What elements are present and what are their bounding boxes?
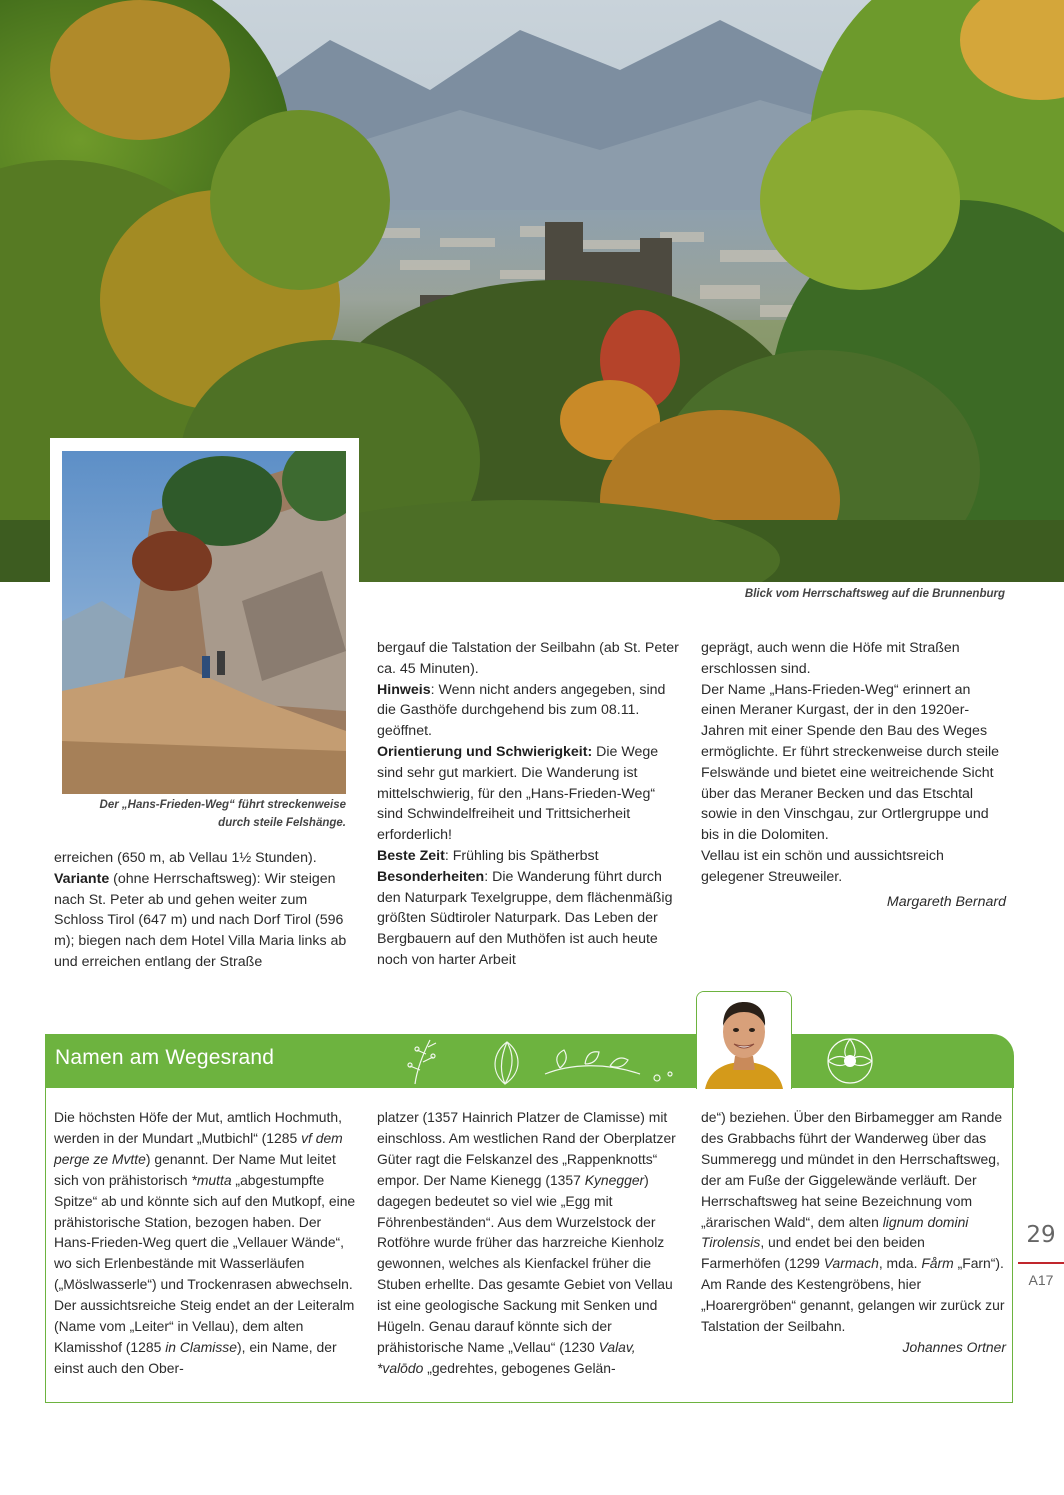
box-column-2 — [377, 1107, 682, 1379]
italic-term: Kynegger — [584, 1171, 645, 1188]
text-run: platzer (1357 Hainrich Platzer de Clamisse) mit einschloss. Am westlichen Rand der Oberplatzer Güter ragt die Felskanzel des „Rappenknotts“ empor. Der Name Kienegg (1357 — [377, 1109, 676, 1188]
text-run: de“) beziehen. Über den Birbamegger am Rande des Grabbachs führt der Wanderweg über das Summeregg und mündet in den Herrschaftsweg, der am Fuße der Giggelewände verläuft. Der Herrschaftsweg hat seine Bezeichnung vom „ärarischen Wald“, dem alten — [701, 1109, 1003, 1230]
variante-label: Variante — [54, 870, 110, 887]
italic-term: *mutta — [191, 1171, 232, 1188]
beste-zeit-label: Beste Zeit — [377, 847, 445, 864]
text-run: „Farn“). Am Rande des Kestengröbens, hier „Hoarergröben“ genannt, gelangen wir zurück zur Talstation der Seilbahn. — [701, 1255, 1005, 1335]
variante-text: (ohne Herrschaftsweg): Wir steigen nach St. Peter ab und gehen weiter zum Schloss Tirol (647 m) und nach Dorf Tirol (596 m); biegen nach dem Hotel Villa Maria links ab und erreichen entlang der Straße — [54, 870, 347, 970]
column1-variante — [54, 869, 359, 973]
text-run: Die höchsten Höfe der Mut, amtlich Hochmuth, werden in der Mundart „Mutbichl“ (1285 — [54, 1109, 342, 1146]
hinweis-paragraph — [377, 680, 683, 742]
article-column-3 — [701, 638, 1006, 912]
italic-term: lignum domini Tirolensis — [701, 1213, 969, 1251]
text-run: , und endet bei den beiden Farmerhöfen (1299 — [701, 1234, 925, 1272]
orientierung-paragraph — [377, 742, 683, 846]
orientierung-label: Orientierung und Schwierigkeit: — [377, 743, 593, 760]
article-author: Margareth Bernard — [886, 893, 1006, 910]
text-run: „gedrehtes, gebogenes Gelän- — [423, 1359, 616, 1376]
italic-term: Valav, *valōdo — [377, 1338, 636, 1376]
page-number-divider — [1018, 1262, 1064, 1264]
column2-intro: bergauf die Talstation der Seilbahn (ab St. Peter ca. 45 Minuten). — [377, 640, 679, 677]
orientierung-text: Die Wege sind sehr gut markiert. Die Wanderung ist mittelschwierig, für den „Hans-Frieden-Weg“ sind Schwindelfreiheit und Trittsicherheit erforderlich! — [377, 743, 659, 844]
inset-caption-line2: durch steile Felshänge. — [218, 817, 346, 829]
poppy-decoration-icon — [815, 1034, 885, 1088]
besonderheiten-label: Besonderheiten — [377, 868, 485, 885]
column3-para3: Vellau ist ein schön und aussichtsreich gelegener Streuweiler. — [701, 847, 944, 885]
column3-para2: Der Name „Hans-Frieden-Weg“ erinnert an einen Meraner Kurgast, der in den 1920er-Jahren mit einer Spende den Bau des Weges ermöglichte. Er führt streckenweise durch steile Felswände und bietet eine weitreichende Sicht über das Meraner Becken und das Etschtal sowie in den Vinschgau, zur Ortlergruppe und bis in die Dolomiten. — [701, 681, 1000, 844]
article-column-2 — [377, 638, 683, 971]
inset-caption-line1: Der „Hans-Frieden-Weg“ führt streckenweise — [99, 799, 346, 811]
text-run: ) genannt. Der Name Mut leitet sich von prähistorisch — [54, 1150, 336, 1188]
italic-term: vf dem perge ze Mvtte — [54, 1129, 343, 1167]
box-column-1 — [54, 1107, 359, 1379]
italic-term: Varmach — [823, 1255, 879, 1272]
flower-decoration-icon — [395, 1034, 695, 1088]
besonderheiten-text: : Die Wanderung führt durch den Naturpark Texelgruppe, dem flächenmäßig größten Südtiroler Naturpark. Das Leben der Bergbauern auf den Muthöfen ist auch heute noch von harter Arbeit — [377, 868, 673, 968]
besonderheiten-paragraph — [377, 867, 683, 971]
column3-para1: geprägt, auch wenn die Höfe mit Straßen erschlossen sind. — [701, 640, 960, 677]
hero-caption: Blick vom Herrschaftsweg auf die Brunnenburg — [744, 588, 1005, 600]
column1-line1: erreichen (650 m, ab Vellau 1½ Stunden). — [54, 850, 317, 866]
box-column-3 — [701, 1107, 1006, 1358]
box-column-3-text — [701, 1107, 1006, 1337]
page-code: A17 — [1028, 1272, 1054, 1288]
italic-term: Fårm — [921, 1255, 954, 1272]
author-portrait — [696, 991, 792, 1089]
beste-zeit-paragraph — [377, 846, 683, 867]
text-run: ) dagegen bedeutet so viel wie „Egg mit Föhrenbeständen“. Aus dem Wurzelstock der Rotföhre wurde früher das harzreiche Kienholz gewonnen, welches als Kienfackel früher die Stuben erhellte. Das gesamte Gebiet von Vellau ist eine geologische Sackung mit Senken und Hügeln. Genau darauf könnte sich der prähistorische Name „Vellau“ (1230 — [377, 1171, 673, 1355]
inset-caption — [56, 796, 346, 832]
hinweis-text: : Wenn nicht anders angegeben, sind die Gasthöfe durchgehend bis zum 08.11. geöffnet. — [377, 681, 666, 740]
italic-term: in Clamisse — [165, 1338, 237, 1355]
text-run: , mda. — [878, 1255, 922, 1272]
text-run: „abgestumpfte Spitze“ ab und könnte sich auf den Mutkopf, eine prähistorische Station, bezogen haben. Der Hans-Frieden-Weg quert die „Vellauer Wände“, wo sich Erlenbestände mit Wasserläufen („Möslwasserle“) und Trockenrasen abwechseln. Der aussichtsreiche Steig endet an der Leiteralm (Name vom „Leiter“ in Vellau), dem alten Klamisshof (1285 — [54, 1171, 356, 1355]
box-author: Johannes Ortner — [902, 1338, 1006, 1355]
text-run: ), ein Name, der einst auch den Ober- — [54, 1338, 337, 1376]
beste-zeit-text: : Frühling bis Spätherbst — [444, 847, 599, 864]
page-number: 29 — [1026, 1222, 1056, 1248]
box-title: Namen am Wegesrand — [55, 1046, 275, 1069]
article-column-1 — [54, 848, 359, 973]
inset-photo-rock-path — [62, 451, 346, 794]
hinweis-label: Hinweis — [377, 681, 431, 698]
